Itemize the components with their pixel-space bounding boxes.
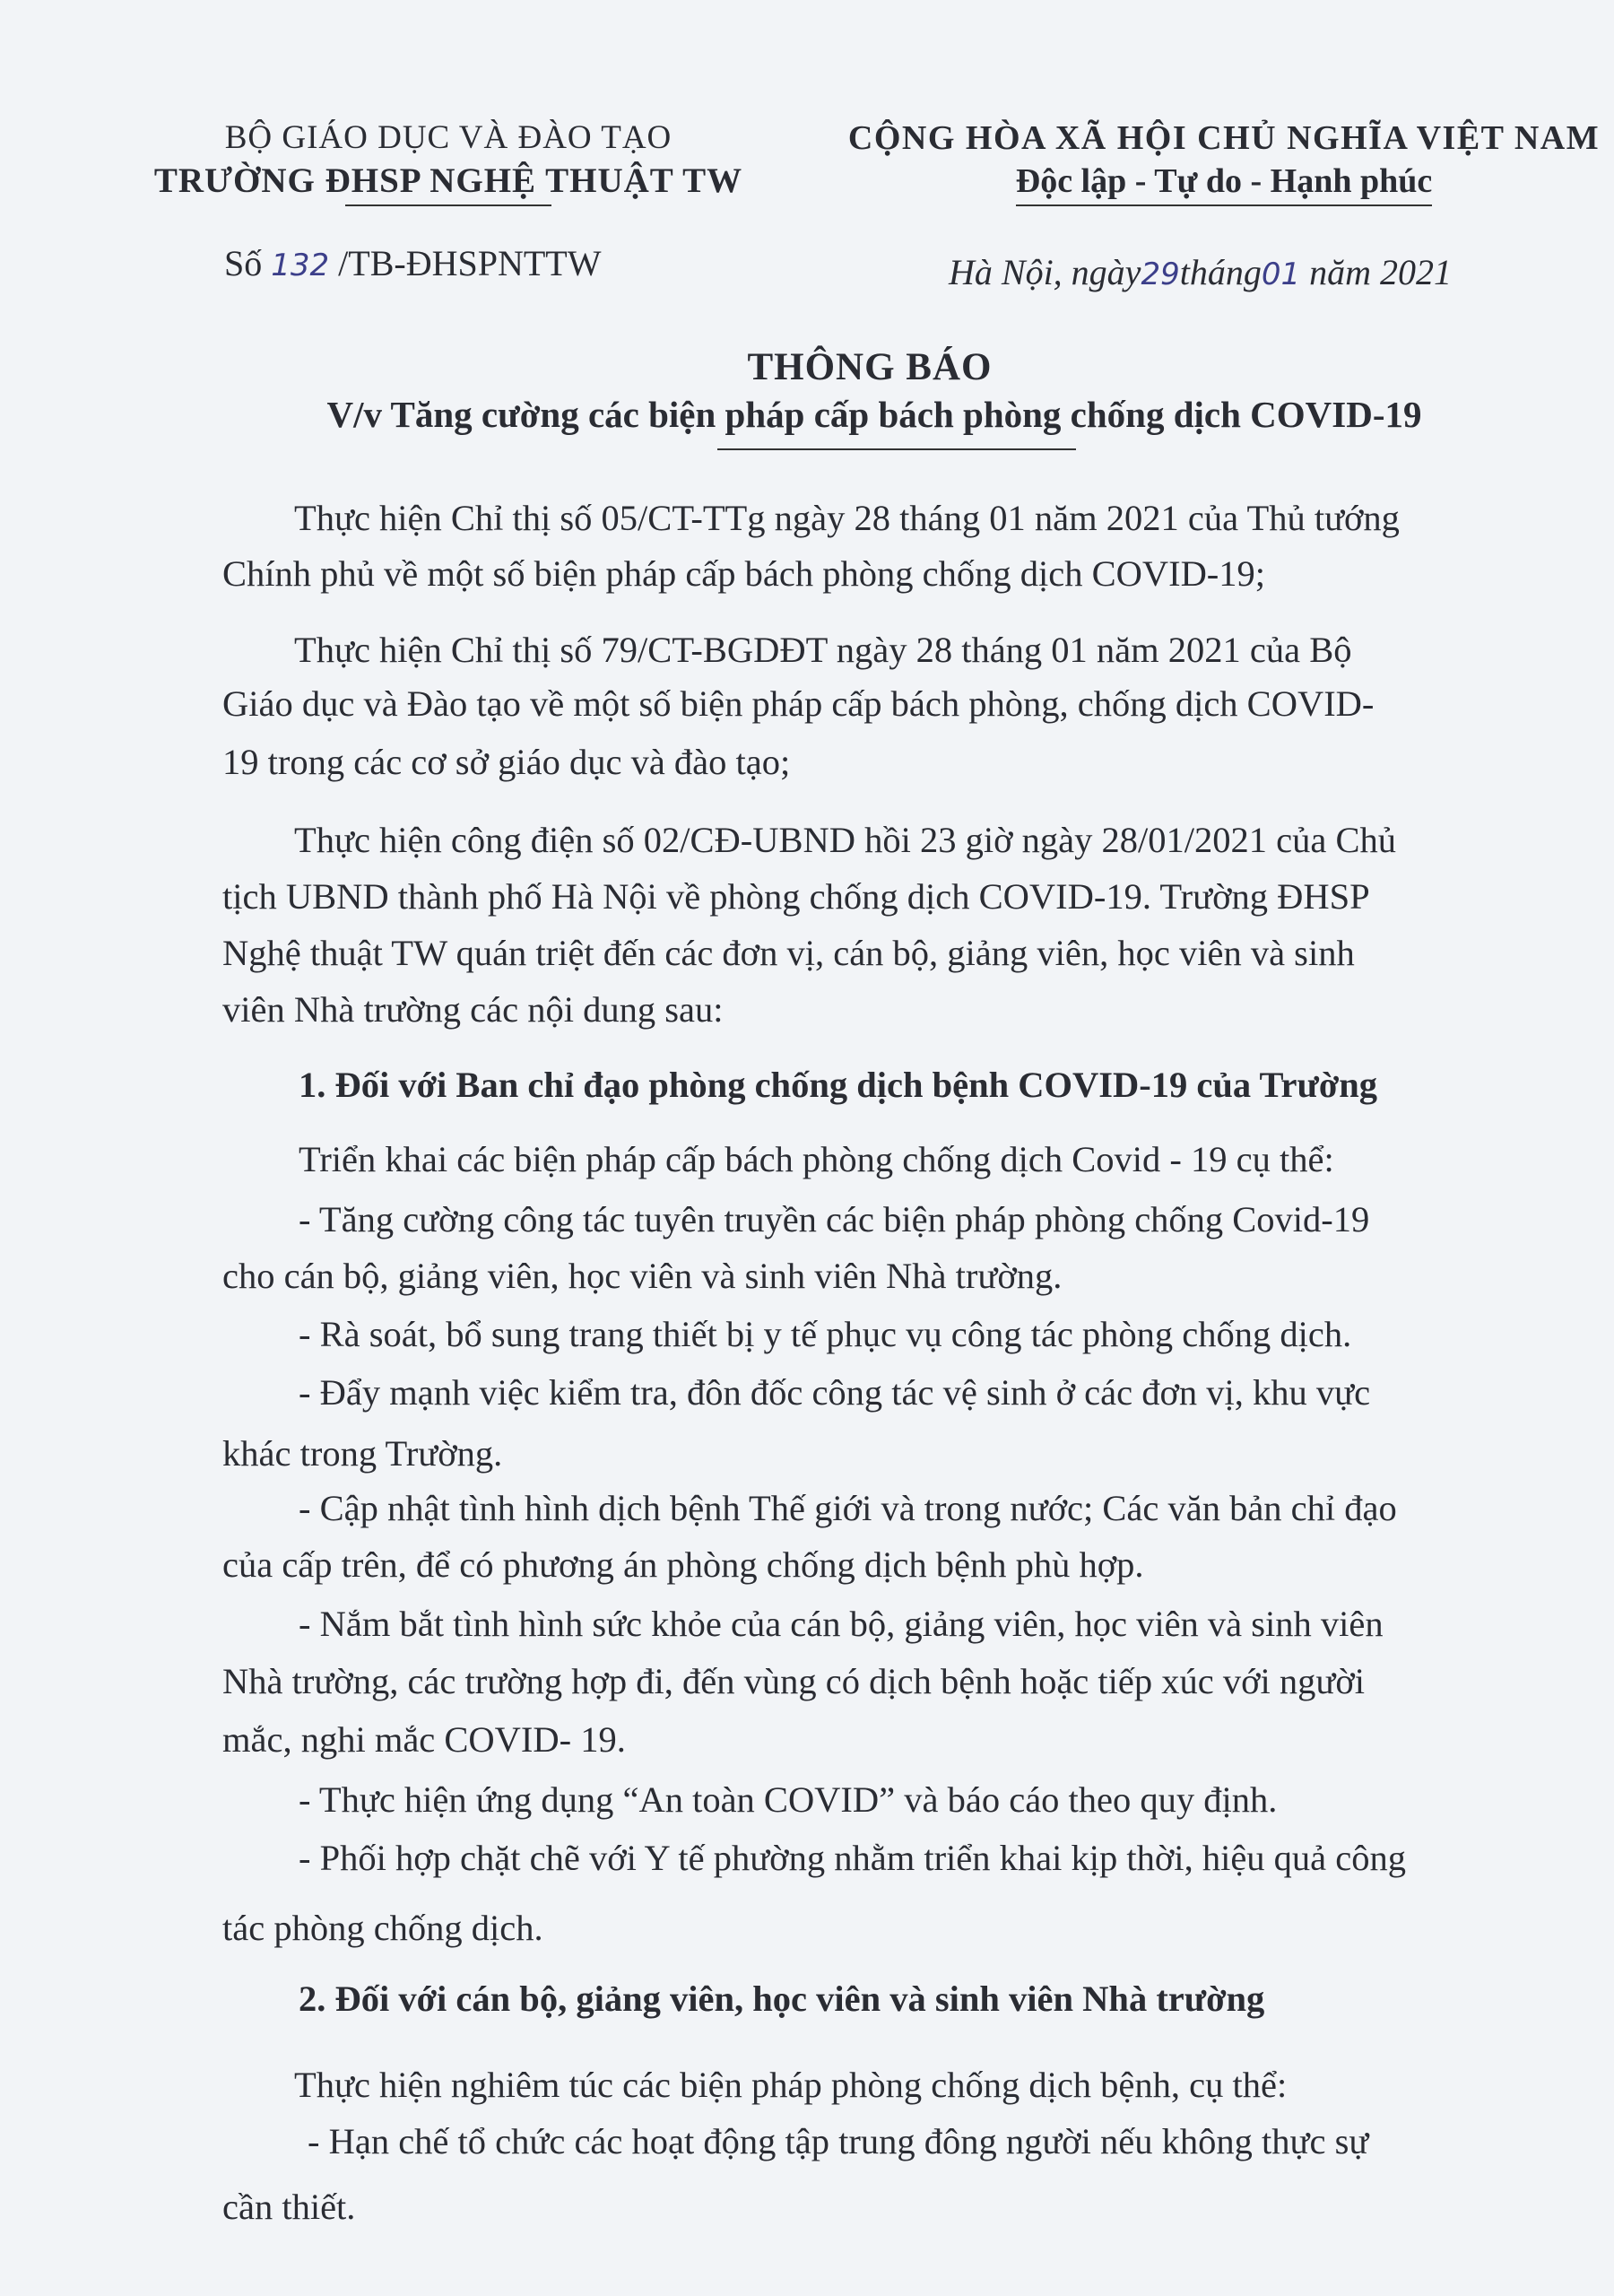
- body-line: Giáo dục và Đào tạo về một số biện pháp cấp bách phòng, chống dịch COVID-: [222, 683, 1375, 724]
- body-line: khác trong Trường.: [222, 1433, 503, 1474]
- national-motto: Độc lập - Tự do - Hạnh phúc: [1016, 160, 1433, 206]
- body-line: tịch UBND thành phố Hà Nội về phòng chống dịch COVID-19. Trường ĐHSP: [222, 876, 1370, 917]
- body-line: cần thiết.: [222, 2187, 356, 2227]
- bullet-line: - Tăng cường công tác tuyên truyền các biện pháp phòng chống Covid-19: [299, 1199, 1370, 1239]
- school-name: TRƯỜNG ĐHSP NGHỆ THUẬT TW: [153, 161, 743, 200]
- date-month-handwritten: 01: [1261, 257, 1301, 292]
- body-line: cho cán bộ, giảng viên, học viên và sinh viên Nhà trường.: [222, 1256, 1063, 1296]
- bullet-line: - Phối hợp chặt chẽ với Y tế phường nhằm triển khai kịp thời, hiệu quả công: [299, 1838, 1406, 1878]
- body-line: Nhà trường, các trường hợp đi, đến vùng có dịch bệnh hoặc tiếp xúc với người: [222, 1661, 1366, 1701]
- body-line: 19 trong các cơ sở giáo dục và đào tạo;: [222, 742, 791, 782]
- document-title: THÔNG BÁO: [747, 346, 993, 388]
- bullet-line: - Hạn chế tổ chức các hoạt động tập trung đông người nếu không thực sự: [308, 2121, 1369, 2161]
- bullet-line: - Nắm bắt tình hình sức khỏe của cán bộ, giảng viên, học viên và sinh viên: [299, 1604, 1384, 1644]
- section-heading-2: 2. Đối với cán bộ, giảng viên, học viên và sinh viên Nhà trường: [299, 1979, 1265, 2019]
- number-suffix: /TB-ĐHSPNTTW: [338, 243, 602, 283]
- date-year: năm 2021: [1309, 252, 1452, 292]
- body-line: Thực hiện nghiêm túc các biện pháp phòng chống dịch bệnh, cụ thể:: [294, 2065, 1288, 2105]
- subtitle-underline: [717, 448, 1076, 450]
- bullet-line: - Đẩy mạnh việc kiểm tra, đôn đốc công tác vệ sinh ở các đơn vị, khu vực: [299, 1372, 1371, 1413]
- document-number: [224, 242, 601, 284]
- body-line: Triển khai các biện pháp cấp bách phòng chống dịch Covid - 19 cụ thể:: [299, 1139, 1334, 1179]
- body-line: Chính phủ về một số biện pháp cấp bách phòng chống dịch COVID-19;: [222, 553, 1266, 594]
- date-month-label: tháng: [1179, 252, 1262, 292]
- date-day-handwritten: 29: [1141, 257, 1180, 292]
- document-date: [949, 251, 1452, 293]
- body-line: tác phòng chống dịch.: [222, 1908, 543, 1948]
- body-line: Nghệ thuật TW quán triệt đến các đơn vị, cán bộ, giảng viên, học viên và sinh: [222, 933, 1355, 973]
- national-header: [834, 117, 1614, 206]
- body-line: Thực hiện Chỉ thị số 79/CT-BGDĐT ngày 28 tháng 01 năm 2021 của Bộ: [294, 630, 1352, 670]
- section-heading-1: 1. Đối với Ban chỉ đạo phòng chống dịch bệnh COVID-19 của Trường: [299, 1065, 1378, 1105]
- issuer-block: [134, 117, 762, 206]
- issuer-underline: [345, 204, 551, 206]
- number-prefix: Số: [224, 243, 263, 283]
- bullet-line: - Cập nhật tình hình dịch bệnh Thế giới và trong nước; Các văn bản chỉ đạo: [299, 1488, 1397, 1528]
- body-line: Thực hiện công điện số 02/CĐ-UBND hồi 23 giờ ngày 28/01/2021 của Chủ: [294, 820, 1396, 860]
- ministry-name: BỘ GIÁO DỤC VÀ ĐÀO TẠO: [224, 119, 672, 156]
- country-name: CỘNG HÒA XÃ HỘI CHỦ NGHĨA VIỆT NAM: [847, 119, 1601, 157]
- document-subtitle: V/v Tăng cường các biện pháp cấp bách phòng chống dịch COVID-19: [326, 394, 1422, 435]
- body-line: viên Nhà trường các nội dung sau:: [222, 989, 724, 1030]
- body-line: của cấp trên, để có phương án phòng chống dịch bệnh phù hợp.: [222, 1544, 1144, 1585]
- date-place: Hà Nội, ngày: [949, 252, 1141, 292]
- bullet-line: - Rà soát, bổ sung trang thiết bị y tế phục vụ công tác phòng chống dịch.: [299, 1314, 1352, 1354]
- body-line: Thực hiện Chỉ thị số 05/CT-TTg ngày 28 tháng 01 năm 2021 của Thủ tướng: [294, 498, 1400, 538]
- number-handwritten: 132: [271, 248, 330, 283]
- body-line: mắc, nghi mắc COVID- 19.: [222, 1719, 626, 1760]
- bullet-line: - Thực hiện ứng dụng “An toàn COVID” và báo cáo theo quy định.: [299, 1779, 1278, 1820]
